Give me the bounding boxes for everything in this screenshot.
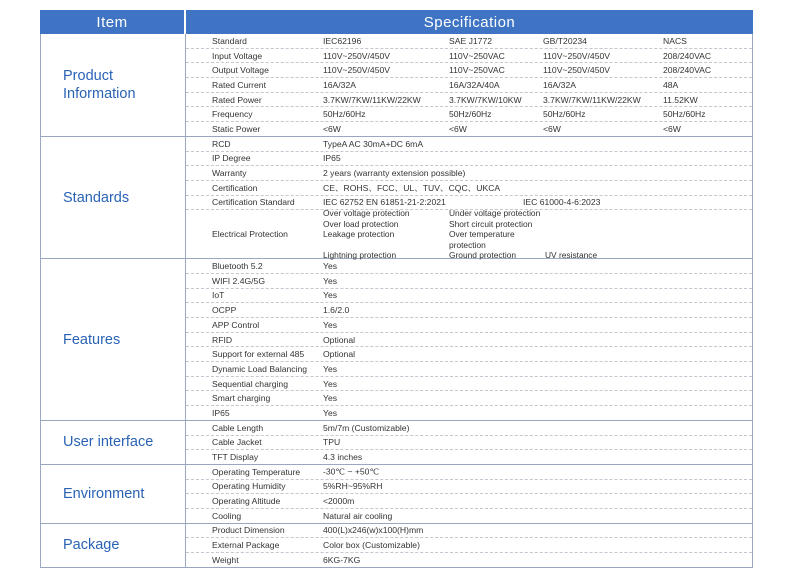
table-row [186,449,752,464]
cell: SAE J1772 [449,35,492,46]
table-row-electrical-protection [186,209,752,258]
row-label: Bluetooth 5.2 [212,261,263,272]
cell: IEC 62752 EN 61851-21-2:2021 [323,197,446,208]
cell: Optional [323,349,356,360]
row-label: APP Control [212,319,260,330]
category-title: Package [41,524,186,567]
table-row [186,332,752,347]
row-label: Electrical Protection [212,229,288,240]
table-row [186,317,752,332]
cell: 1.6/2.0 [323,305,350,316]
cell: 2 years (warranty extension possible) [323,168,466,179]
header-specification: Specification [186,10,753,34]
category-title: Features [41,259,186,420]
cell: 11.52KW [663,94,698,105]
row-label: Standard [212,35,247,46]
row-label: IoT [212,290,225,301]
cell: Color box (Customizable) [323,540,420,551]
cell: Yes [323,363,338,374]
section-package [41,523,752,567]
cell: Yes [323,378,338,389]
table-row [186,390,752,405]
cell: Yes [323,290,338,301]
row-label: Warranty [212,168,247,179]
table-row [186,34,752,48]
table-row [186,435,752,450]
cell: Yes [323,407,338,418]
header-item: Item [40,10,184,34]
cell: Yes [323,319,338,330]
cell: 16A/32A [323,79,356,90]
protection-item: Lightning protection [323,250,397,260]
row-label: Support for external 485 [212,349,305,360]
cell: IEC62196 [323,35,362,46]
protection-item: Short circuit protection [449,218,533,229]
table-row [186,552,752,567]
table-row [186,48,752,63]
protection-item: Under voltage protection [449,208,541,218]
cell: Yes [323,393,338,404]
cell: 50Hz/60Hz [663,109,706,120]
cell: Yes [323,261,338,272]
table-row [186,405,752,420]
row-label: Product Dimension [212,525,285,536]
cell: 110V~250V/450V [543,50,610,61]
cell: Yes [323,275,338,286]
cell: 16A/32A/40A [449,79,500,90]
cell: GB/T20234 [543,35,587,46]
table-row [186,376,752,391]
protection-item: Over voltage protection [323,208,410,218]
section-features [41,258,752,420]
table-row [186,288,752,303]
cell: 3.7KW/7KW/10KW [449,94,522,105]
protection-list [323,208,645,261]
table-row [186,121,752,136]
row-label: RCD [212,138,231,149]
category-title: Standards [41,137,186,258]
cell: 50Hz/60Hz [543,109,586,120]
row-label: Operating Temperature [212,466,301,477]
table-row [186,524,752,538]
category-title: User interface [41,421,186,464]
table-row [186,195,752,210]
table-row [186,493,752,508]
cell: 50Hz/60Hz [449,109,492,120]
row-label: Cooling [212,510,242,521]
row-label: Sequential charging [212,378,288,389]
cell: Natural air cooling [323,510,393,521]
table-row [186,137,752,151]
spec-table [40,34,753,568]
table-row [186,273,752,288]
protection-item: Leakage protection [323,229,395,239]
cell: NACS [663,35,687,46]
row-label: TFT Display [212,452,259,463]
cell: 16A/32A [543,79,576,90]
cell: 50Hz/60Hz [323,109,366,120]
cell: 208/240VAC [663,50,712,61]
protection-item: Ground protection [449,250,517,260]
protection-item [545,208,645,219]
row-label: RFID [212,334,233,345]
cell: 3.7KW/7KW/11KW/22KW [323,94,421,105]
row-label: Static Power [212,123,261,134]
cell: <2000m [323,496,355,507]
row-label: IP Degree [212,153,251,164]
protection-item: UV resistance [545,250,598,260]
category-title: Product Information [41,34,186,136]
table-row [186,151,752,166]
row-label: Cable Jacket [212,437,262,448]
cell: CE、ROHS、FCC、UL、TUV、CQC、UKCA [323,182,501,193]
table-row [186,346,752,361]
protection-item [545,219,645,230]
table-row [186,106,752,121]
row-label: Dynamic Load Balancing [212,363,308,374]
table-row [186,465,752,479]
row-label: Certification Standard [212,197,295,208]
protection-item [545,229,645,250]
cell: 3.7KW/7KW/11KW/22KW [543,94,641,105]
section-product-information [41,34,752,136]
cell: 110V~250V/450V [323,65,390,76]
table-row [186,259,752,273]
row-label: Certification [212,182,258,193]
table-row [186,165,752,180]
cell: 110V~250V/450V [323,50,390,61]
cell: IP65 [323,153,341,164]
table-row [186,62,752,77]
row-label: Weight [212,554,239,565]
cell: 208/240VAC [663,65,712,76]
row-label: Operating Altitude [212,496,281,507]
table-row [186,180,752,195]
row-label: Smart charging [212,393,271,404]
cell: 400(L)x246(w)x100(H)mm [323,525,424,536]
row-label: Rated Power [212,94,262,105]
protection-item: Over temperature protection [449,229,515,250]
row-label: Rated Current [212,79,266,90]
table-header [40,10,753,34]
row-label: Cable Length [212,422,264,433]
spec-sheet [40,10,753,568]
cell: TPU [323,437,341,448]
row-label: Frequency [212,109,253,120]
cell: <6W [323,123,341,134]
cell: <6W [449,123,467,134]
cell: -30℃ ~ +50℃ [323,466,380,477]
row-label: Input Voltage [212,50,263,61]
cell: <6W [543,123,561,134]
table-row [186,361,752,376]
row-label: Output Voltage [212,65,269,76]
cell: <6W [663,123,681,134]
section-environment [41,464,752,523]
cell: Optional [323,334,356,345]
table-row [186,302,752,317]
table-row [186,77,752,92]
table-row [186,537,752,552]
row-label: WIFI 2.4G/5G [212,275,266,286]
cell: 6KG-7KG [323,554,361,565]
cell: 5m/7m (Customizable) [323,422,410,433]
section-standards [41,136,752,258]
cell: 48A [663,79,679,90]
protection-item: Over load protection [323,218,399,229]
row-label: Operating Humidity [212,481,286,492]
table-row [186,508,752,523]
cell: IEC 61000-4-6:2023 [523,197,601,208]
row-label: External Package [212,540,280,551]
cell: 110V~250VAC [449,65,505,76]
cell: TypeA AC 30mA+DC 6mA [323,138,424,149]
category-title: Environment [41,465,186,523]
cell: 110V~250V/450V [543,65,610,76]
row-label: OCPP [212,305,237,316]
row-label: IP65 [212,407,230,418]
table-row [186,479,752,494]
cell: 4.3 inches [323,452,363,463]
table-row [186,421,752,435]
cell: 5%RH~95%RH [323,481,383,492]
section-user-interface [41,420,752,464]
cell: 110V~250VAC [449,50,505,61]
table-row [186,92,752,107]
